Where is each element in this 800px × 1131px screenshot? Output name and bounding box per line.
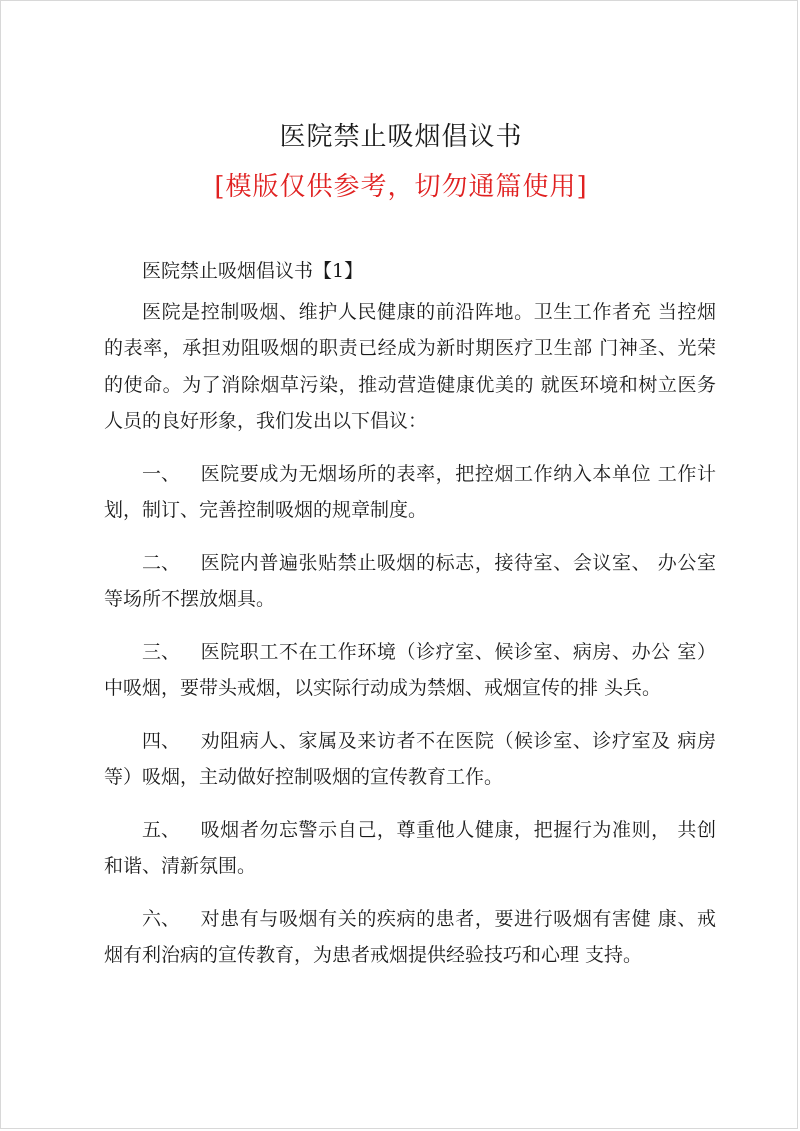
- item-text: 医院内普遍张贴禁止吸烟的标志，接待室、会议室、 办公室等场所不摆放烟具。: [104, 551, 716, 610]
- proposal-item-6: [104, 901, 716, 974]
- proposal-item-5: [104, 812, 716, 885]
- item-number: 二、: [142, 551, 181, 574]
- item-number: 四、: [142, 729, 181, 752]
- proposal-item-4: [104, 723, 716, 796]
- item-text: 对患有与吸烟有关的疾病的患者，要进行吸烟有害健 康、戒烟有利治病的宣传教育，为患者戒烟提供经验技巧和心理 支持。: [104, 907, 716, 966]
- proposal-item-1: [104, 456, 716, 529]
- item-number: 一、: [142, 462, 181, 485]
- template-notice: [模版仅供参考，切勿通篇使用]: [214, 172, 588, 202]
- intro-paragraph: 医院是控制吸烟、维护人民健康的前沿阵地。卫生工作者充 当控烟的表率，承担劝阻吸烟的职责已经成为新时期医疗卫生部 门神圣、光荣的使命。为了消除烟草污染，推动营造健康优美的 就医环境和树立医务人员的良好形象，我们发出以下倡议：: [104, 300, 716, 432]
- proposal-item-2: [104, 545, 716, 618]
- proposal-item-3: [104, 634, 716, 707]
- document-title: 医院禁止吸烟倡议书: [279, 122, 523, 152]
- document-body: [104, 253, 716, 974]
- item-text: 吸烟者勿忘警示自己，尊重他人健康，把握行为准则， 共创和谐、清新氛围。: [104, 818, 716, 877]
- document-subtitle: 医院禁止吸烟倡议书【1】: [142, 260, 364, 282]
- item-number: 六、: [142, 907, 181, 930]
- item-text: 医院职工不在工作环境（诊疗室、候诊室、病房、办公 室）中吸烟，要带头戒烟，以实际行动成为禁烟、戒烟宣传的排 头兵。: [104, 640, 716, 699]
- item-text: 医院要成为无烟场所的表率，把控烟工作纳入本单位 工作计划，制订、完善控制吸烟的规章制度。: [104, 462, 716, 521]
- item-number: 三、: [142, 640, 181, 663]
- item-text: 劝阻病人、家属及来访者不在医院（候诊室、诊疗室及 病房等）吸烟，主动做好控制吸烟的宣传教育工作。: [104, 729, 716, 788]
- item-number: 五、: [142, 818, 181, 841]
